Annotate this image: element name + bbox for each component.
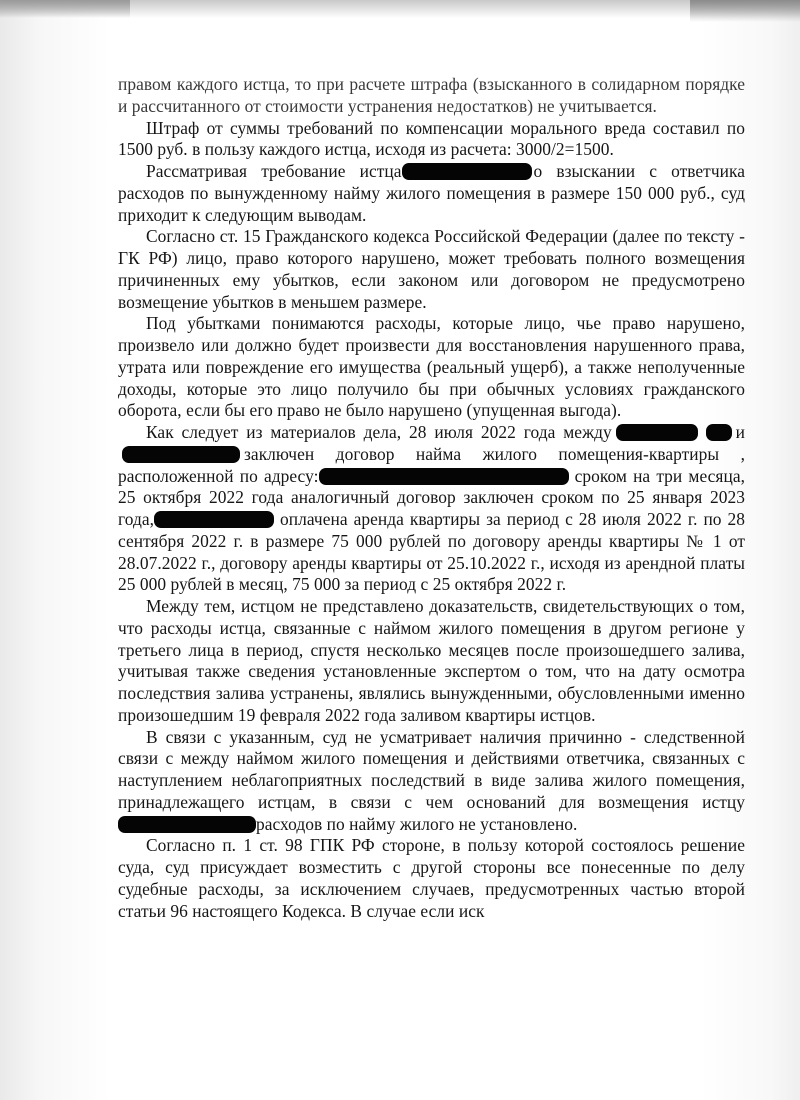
redaction-box [118,816,256,833]
scan-edge-shadow [0,0,800,18]
redaction-box [122,446,240,463]
paragraph-1: правом каждого истца, то при расчете штрафа (взысканного в солидарном порядке и рассчитанного от стоимости устранения недостатков) не учитывается. [118,74,745,116]
paragraph-3-end: о взыскании с ответчика расходов по вынужденному найму жилого помещения в размере 150 000 руб., суд приходит к следующим выводам. [118,161,745,225]
paragraph-8-end: расходов по найму жилого не установлено. [256,813,578,834]
paragraph-6-middle: заключен договор найма жилого помещения-квартиры , расположенной по адресу: [118,443,745,486]
paragraph-6-term: сроком на три месяца, 25 октября 2022 года аналогичный договор заключен сроком по 25 января 2023 года, [118,465,745,529]
paragraph-2: Штраф от суммы требований по компенсации морального вреда составил по 1500 руб. в пользу каждого истца, исходя из расчета: 3000/2=1500. [118,117,745,160]
redaction-box [319,468,569,485]
paragraph-9: Согласно п. 1 ст. 98 ГПК РФ стороне, в пользу которой состоялось решение суда, суд присуждает возместить с другой стороны все понесенные по делу судебные расходы, за исключением случаев, предусмотренных частью второй статьи 96 настоящего Кодекса. В случае если иск [118,835,745,921]
paragraph-4: Согласно ст. 15 Гражданского кодекса Российской Федерации (далее по тексту - ГК РФ) лицо, право которого нарушено, может требовать полного возмещения причиненных ему убытков, если законом или договором не предусмотрено возмещение убытков в меньшем размере. [118,226,745,312]
paragraph-5: Под убытками понимаются расходы, которые лицо, чье право нарушено, произвело или должно будет произвести для восстановления нарушенного права, утрата или повреждение его имущества (реальный ущерб), а также неполученные доходы, которые это лицо получило бы при обычных условиях гражданского оборота, если бы его право не было нарушено (упущенная выгода). [118,313,745,421]
paragraph-3 [118,161,745,226]
redaction-box [706,424,732,441]
paragraph-7: Между тем, истцом не представлено доказательств, свидетельствующих о том, что расходы истца, связанные с наймом жилого помещения в другом регионе у третьего лица в период, спустя несколько месяцев после произошедшего залива, учитывая также сведения установленные экспертом о том, что на дату осмотра последствия залива устранены, являлись вынужденными, обусловленными именно произошедшим 19 февраля 2022 года заливом квартиры истцов. [118,596,745,725]
redaction-box [616,424,698,441]
paragraph-6 [118,422,745,596]
paragraph-3-start: Рассматривая требование истца [146,161,402,181]
paragraph-6-and: и [735,422,745,442]
paragraph-6-start: Как следует из материалов дела, 28 июля 2022 года между [146,422,612,442]
paragraph-8 [118,727,745,836]
redaction-box [402,163,532,180]
paragraph-8-start: В связи с указанным, суд не усматривает наличия причинно - следственной связи с между наймом жилого помещения и действиями ответчика, связанных с наступлением неблагоприятных последствий в виде залива жилого помещения, принадлежащего истцам, в связи с чем оснований для возмещения истцу [118,726,745,812]
paragraph-6-end: оплачена аренда квартиры за период с 28 июля 2022 г. по 28 сентября 2022 г. в размере 75 000 рублей по договору аренды квартиры № 1 от 28.07.2022 г., договору аренды квартиры от 25.10.2022 г., исходя из арендной платы 25 000 рублей в месяц, 75 000 за период с 25 октября 2022 г. [118,509,746,595]
document-body [118,74,745,922]
redaction-box [154,511,274,528]
